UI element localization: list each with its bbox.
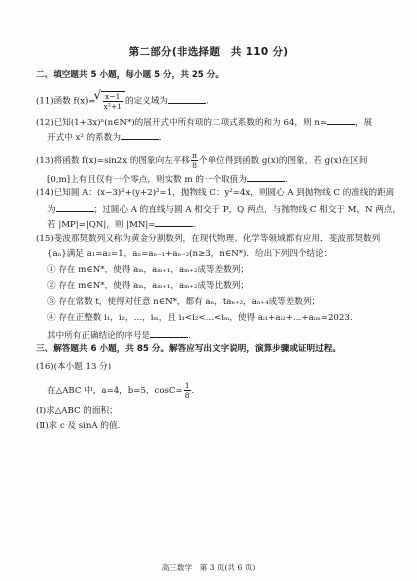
q12-answer-blank-1[interactable] (327, 115, 355, 125)
q12-text-1: (12)已知(1+3x)ⁿ(n∈N*)的展开式中所有项的二项式系数的和为 64，则 n= (36, 118, 328, 128)
q14-answer-blank-1[interactable] (56, 202, 94, 212)
q13-denominator: 8 (192, 161, 197, 170)
q14-answer-blank-2[interactable] (155, 217, 193, 227)
q13-fraction (191, 151, 198, 170)
question-16-part-2: (Ⅱ)求 c 及 sinA 的值. (36, 421, 121, 431)
question-15-option-3: ③ 存在常数 t，使得对任意 n∈N*，都有 aₙ，taₙ₊₂，aₙ₊₄成等差数列； (47, 297, 321, 307)
q12-text-1-end: ，展 (355, 118, 373, 128)
q11-text-a: (11)函数 f(x)= (36, 96, 96, 107)
page-footer: 高三数学 第 3 页(共 6 页) (161, 563, 256, 572)
q11-denominator: x²+1 (103, 102, 123, 111)
question-15-option-4: ④ 存在正整数 i₁，i₂，…，iₘ，且 i₁<i₂<…<iₘ，使得 aᵢ₁+aᵢ₂+…+aᵢₘ=2023. (47, 313, 353, 323)
q12-answer-blank-2[interactable] (121, 130, 159, 140)
section-3-heading: 三、解答题共 6 小题，共 85 分。解答应写出文字说明，演算步骤或证明过程。 (36, 344, 341, 354)
question-13-line-1 (36, 151, 367, 170)
question-14-line-1: (14)已知圆 A：(x−3)²+(y+2)²=1，抛物线 C：y²=4x，则圆心 A 到抛物线 C 的准线的距离 (36, 188, 395, 198)
q16-fraction (184, 381, 191, 400)
q13-text-1b: 个单位得到函数 g(x)的图象，若 g(x)在区间 (198, 156, 368, 166)
question-12-line-2: 开式中 x² 的系数为 . (47, 130, 162, 144)
question-11: (11)函数 f(x)= √ $\frac{x-1}{\text{x²+1}}$ 的定义域为 . (36, 91, 209, 111)
q14-text-2a: 为 (47, 205, 56, 215)
question-14-line-3: 若 |MP|=|QN|，则 |MN|= . (47, 217, 196, 231)
question-13-line-2: [0,m]上有且仅有一个零点，则实数 m 的一个取值为 . (47, 172, 288, 186)
q11-answer-blank[interactable] (168, 94, 206, 104)
question-15-conclusion: 其中所有正确结论的序号是 . (47, 328, 191, 342)
question-15-option-1: ① 存在 m∈N*，使得 aₘ，aₘ₊₁，aₘ₊₂成等差数列； (47, 265, 249, 275)
q15-answer-blank[interactable] (150, 328, 188, 338)
q13-answer-blank[interactable] (247, 172, 285, 182)
q16-given-text-b: . (191, 386, 195, 396)
q14-text-3: 若 |MP|=|QN|，则 |MN|= (47, 220, 156, 230)
question-14-line-2 (47, 202, 401, 216)
part-title: 第二部分(非选择题 共 110 分) (128, 46, 289, 58)
q11-sqrt (101, 91, 126, 111)
q13-text-1a: (13)将函数 f(x)=sin2x 的图象向左平移 (36, 156, 190, 166)
question-16-part-1: (Ⅰ)求△ABC 的面积； (36, 406, 118, 416)
q11-text-b: 的定义域为 (125, 96, 169, 107)
q11-fraction (103, 92, 124, 111)
question-16-title: (16)(本小题 13 分) (36, 362, 112, 372)
q16-denominator: 8 (184, 391, 190, 400)
section-2-heading: 二、填空题共 5 小题，每小题 5 分，共 25 分。 (36, 70, 224, 80)
q13-numerator: π (191, 151, 197, 160)
question-15-option-2: ② 存在 m∈N*，使得 aₘ，aₘ₊₁，aₘ₊₂成等比数列； (47, 281, 249, 291)
q12-text-2: 开式中 x² 的系数为 (47, 133, 121, 143)
question-16-given (47, 381, 194, 400)
q11-numerator: √ x−1 (103, 92, 124, 102)
q15-end-text: 其中所有正确结论的序号是 (47, 331, 151, 341)
question-15-line-2: {aₙ}满足 a₁=a₂=1，aₙ=aₙ₋₁+aₙ₋₂(n≥3，n∈N*)．给出下列四个结论： (47, 249, 333, 259)
question-15-line-1: (15)斐波那契数列又称为黄金分割数列，在现代物理、化学等领域都有应用．斐波那契数列 (36, 234, 381, 244)
q16-numerator: 1 (184, 381, 190, 390)
q16-given-text-a: 在△ABC 中，a=4，b=5，cosC= (47, 386, 183, 396)
q13-text-2: [0,m]上有且仅有一个零点，则实数 m 的一个取值为 (47, 175, 247, 185)
question-12-line-1 (36, 115, 372, 129)
q14-text-2b: ；过圆心 A 的直线与圆 A 相交于 P，Q 两点，与抛物线 C 相交于 M，N 两点， (93, 205, 402, 215)
